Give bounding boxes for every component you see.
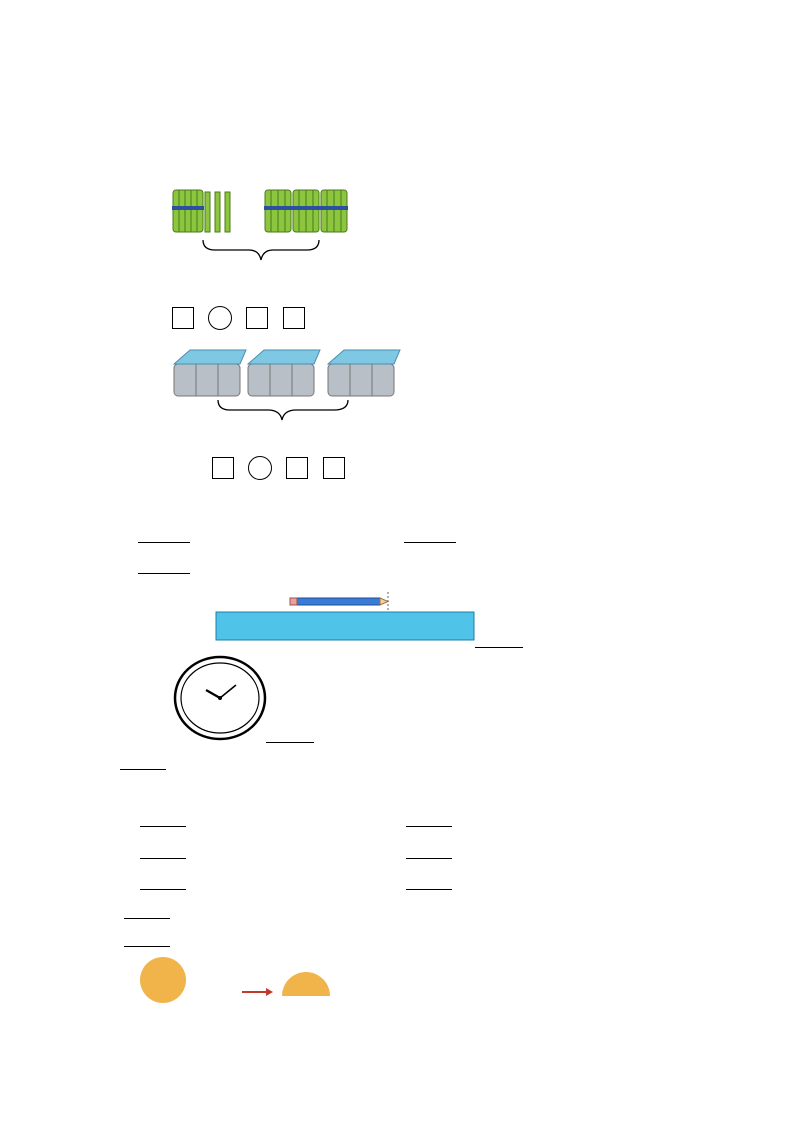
equation-row-2 xyxy=(148,456,345,480)
answer-blank[interactable] xyxy=(120,755,166,770)
pencil-icon xyxy=(290,598,388,605)
answer-blank[interactable] xyxy=(124,904,170,919)
stick-bundle xyxy=(172,190,204,232)
q5-item xyxy=(138,844,188,863)
folding-illustration xyxy=(136,955,336,1005)
answer-blank[interactable] xyxy=(140,875,186,890)
milk-pack xyxy=(248,350,320,396)
q4 xyxy=(120,755,166,774)
milk-pack xyxy=(174,350,246,396)
answer-blank[interactable] xyxy=(406,812,452,827)
answer-box[interactable] xyxy=(283,307,305,329)
bamboo-sticks-illustration xyxy=(165,186,355,290)
q3-answer-1 xyxy=(475,633,523,652)
stick-bundle xyxy=(320,190,348,232)
answer-blank[interactable] xyxy=(475,633,523,648)
single-sticks xyxy=(205,192,230,232)
stick-bundle xyxy=(264,190,292,232)
equation-row-1 xyxy=(148,306,305,330)
answer-blank[interactable] xyxy=(404,528,456,543)
answer-blank[interactable] xyxy=(406,844,452,859)
stick-bundle xyxy=(292,190,320,232)
clock-icon xyxy=(172,655,268,741)
q2-item-a xyxy=(138,528,190,547)
brace xyxy=(218,400,348,420)
answer-box[interactable] xyxy=(246,307,268,329)
milk-boxes-illustration xyxy=(170,346,410,426)
answer-blank[interactable] xyxy=(138,528,190,543)
operator-circle[interactable] xyxy=(208,306,232,330)
paper-semicircle xyxy=(282,972,330,996)
milk-pack xyxy=(328,350,400,396)
answer-blank[interactable] xyxy=(140,844,186,859)
q5-item xyxy=(138,812,188,831)
q5-item xyxy=(404,812,454,831)
q5-item xyxy=(138,875,188,894)
operator-circle[interactable] xyxy=(248,456,272,480)
answer-blank[interactable] xyxy=(266,728,314,743)
brace xyxy=(203,240,319,260)
answer-box[interactable] xyxy=(323,457,345,479)
answer-blank[interactable] xyxy=(406,875,452,890)
q7 xyxy=(120,932,170,951)
ruler-illustration xyxy=(214,590,476,642)
q2-item-b xyxy=(404,528,456,547)
answer-box[interactable] xyxy=(212,457,234,479)
q3-answer-2 xyxy=(266,728,314,747)
q5-item xyxy=(404,844,454,863)
arrow-icon xyxy=(242,988,273,996)
q5-item xyxy=(404,875,454,894)
answer-blank[interactable] xyxy=(140,812,186,827)
answer-box[interactable] xyxy=(172,307,194,329)
answer-box[interactable] xyxy=(286,457,308,479)
answer-blank[interactable] xyxy=(124,932,170,947)
q6 xyxy=(120,904,170,923)
q2-item-c xyxy=(138,559,190,578)
paper-circle xyxy=(140,957,186,1003)
answer-blank[interactable] xyxy=(138,559,190,574)
